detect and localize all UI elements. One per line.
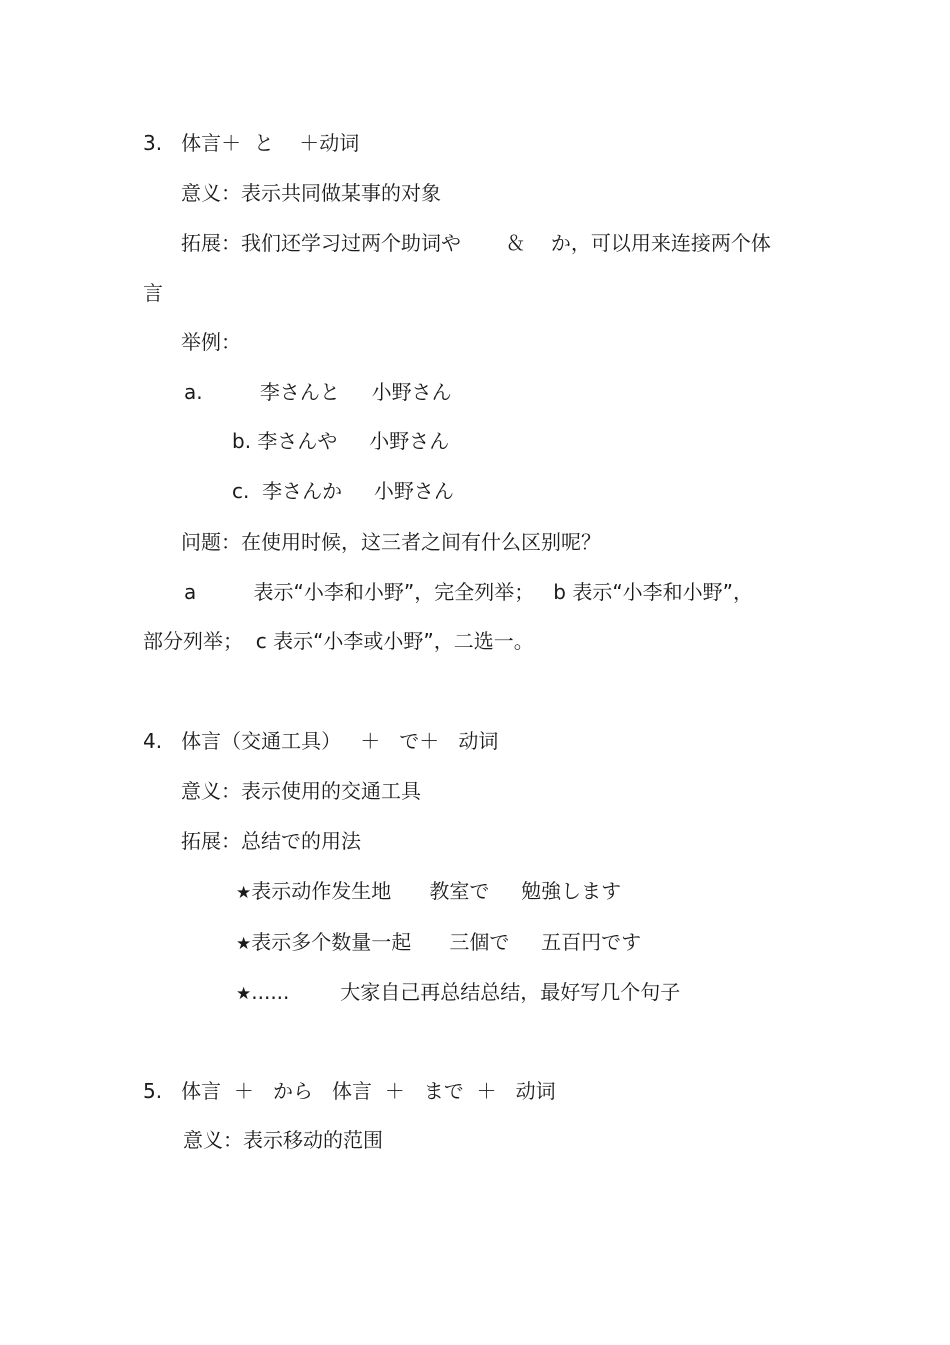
section-3-example-b: b. 李さんや 小野さん bbox=[232, 429, 450, 453]
section-3-example-a: a. 李さんと 小野さん bbox=[184, 380, 452, 404]
star-icon: ★ bbox=[236, 883, 252, 903]
star-icon: ★ bbox=[236, 984, 252, 1004]
section-3-extension-line1: 拓展：我们还学习过两个助词や ＆ か，可以用来连接两个体 bbox=[181, 231, 771, 255]
section-4-item-3 bbox=[236, 979, 680, 1005]
section-3-answer-line1: a 表示“小李和小野”，完全列举； b 表示“小李和小野”， bbox=[184, 580, 754, 604]
section-3-example-c: c. 李さんか 小野さん bbox=[232, 479, 454, 503]
section-4-item-1 bbox=[236, 878, 621, 904]
section-4-extension: 拓展：总结で的用法 bbox=[181, 829, 361, 853]
section-5-meaning: 意义：表示移动的范围 bbox=[183, 1128, 383, 1152]
section-5-heading: 5. 体言 ＋ から 体言 ＋ まで ＋ 动词 bbox=[143, 1079, 556, 1103]
section-3-heading: 3. 体言＋ と ＋动词 bbox=[143, 131, 360, 155]
section-4-item-1-text: 表示动作发生地 教室で 勉強します bbox=[251, 879, 622, 903]
star-icon: ★ bbox=[236, 934, 252, 954]
section-4-item-2-text: 表示多个数量一起 三個で 五百円です bbox=[251, 930, 642, 954]
section-3-meaning: 意义：表示共同做某事的对象 bbox=[181, 181, 441, 205]
section-4-item-3-text: ...... 大家自己再总结总结，最好写几个句子 bbox=[251, 980, 681, 1004]
section-3-question: 问题：在使用时候，这三者之间有什么区别呢？ bbox=[181, 530, 601, 554]
section-3-answer-line2: 部分列举； c 表示“小李或小野”，二选一。 bbox=[143, 629, 534, 653]
section-4-item-2 bbox=[236, 929, 641, 955]
section-4-heading: 4. 体言（交通工具） ＋ で＋ 动词 bbox=[143, 729, 499, 753]
section-3-examples-label: 举例： bbox=[181, 330, 241, 354]
section-3-extension-line2: 言 bbox=[143, 281, 163, 305]
section-4-meaning: 意义：表示使用的交通工具 bbox=[181, 779, 421, 803]
